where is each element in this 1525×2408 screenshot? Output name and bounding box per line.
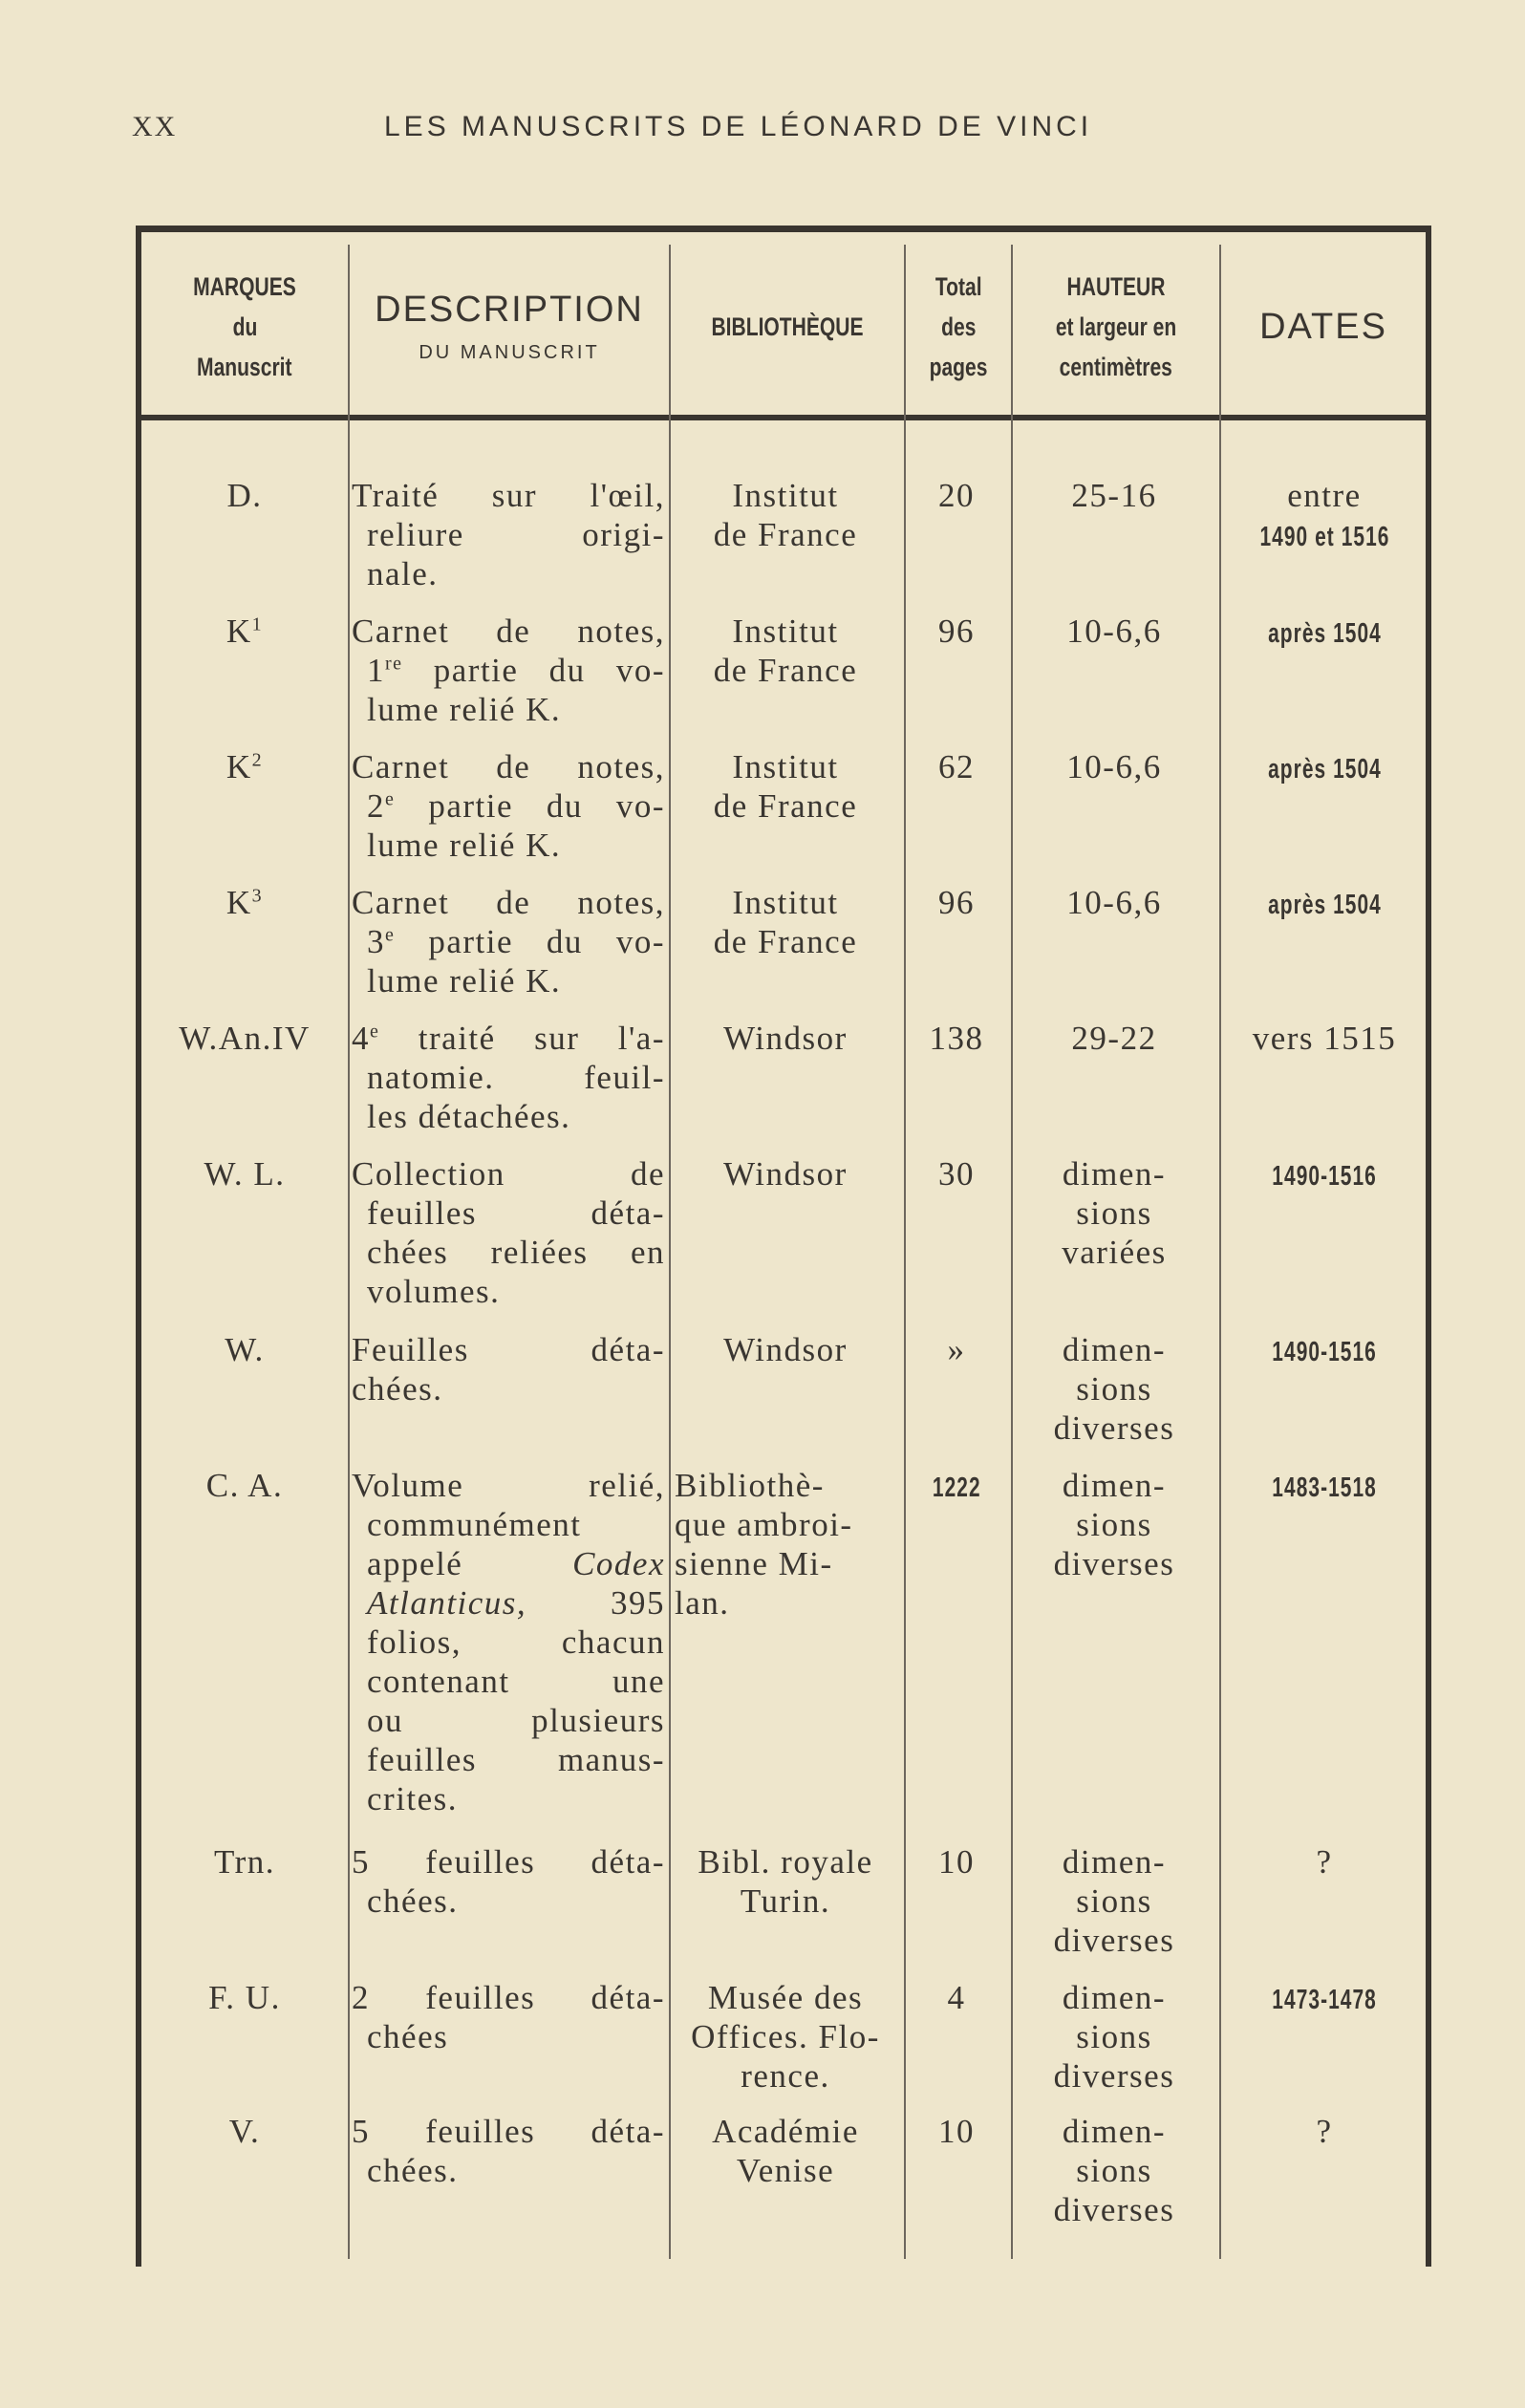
size-line: dimen- [1062,1331,1167,1368]
desc-text: feuilles déta- [425,1843,665,1881]
desc-sup: e [385,924,396,946]
desc-line: chées. [367,2152,459,2189]
lib-line: Windsor [723,1155,848,1193]
manuscripts-table [136,226,1431,2267]
row-mark [141,1466,348,1505]
lib-line: de France [713,923,858,960]
row-library [671,476,900,554]
size-line: diverses [1053,2057,1175,2095]
desc-line: lume relié K. [367,962,562,1000]
row-pages: 96 [938,884,975,921]
desc-text: appelé [367,1545,463,1582]
header-dates-label: DATES [1259,306,1387,347]
row-date [1221,1330,1428,1372]
desc-line [352,1583,665,1623]
header-hauteur-line: HAUTEUR [1066,272,1166,301]
desc-line: folios, chacun [367,1623,665,1661]
desc-line [352,2112,665,2151]
desc-line: Volume relié, [352,1467,665,1504]
size-line: sions [1076,1194,1152,1232]
date-line: 1483-1518 [1272,1473,1377,1503]
mark-sup: 2 [251,749,264,771]
desc-line: reliure origi- [367,516,665,553]
mark-text: V. [228,2113,261,2150]
row-size: 25-16 [1071,477,1157,514]
row-description [352,1978,665,2056]
desc-italic: Codex [572,1545,665,1582]
row-pages: 4 [947,1979,966,2016]
row-pages: 30 [938,1155,975,1193]
row-pages: 138 [929,1020,984,1057]
header-hauteur [1013,241,1219,413]
lib-line: Windsor [723,1020,848,1057]
row-description [352,1330,665,1408]
row-mark [141,1330,348,1369]
row-date: vers 1515 [1252,1020,1397,1057]
desc-line [352,651,665,690]
desc-line [352,1019,665,1058]
row-size [1013,1330,1215,1448]
row-mark [141,747,348,786]
row-date [1221,747,1428,789]
desc-num: 2 [367,787,385,825]
desc-line: nale. [367,555,439,592]
row-size [1013,1466,1215,1583]
size-line: diverses [1053,1922,1175,1959]
row-library [671,2112,900,2190]
desc-line: Traité sur l'œil, [352,477,665,514]
desc-text: feuilles déta- [425,2113,665,2150]
desc-line: Feuilles déta- [352,1331,665,1368]
column-divider [904,245,906,2259]
desc-num: 5 [352,1843,370,1881]
row-size: 29-22 [1071,1020,1157,1057]
header-bottom-rule [136,415,1431,420]
desc-text: partie du vo- [433,652,666,689]
row-pages: 20 [938,477,975,514]
desc-sup: e [370,1021,380,1043]
lib-line: Académie [712,2113,859,2150]
desc-line: les détachées. [367,1098,571,1135]
row-pages: 10 [938,1843,975,1881]
desc-line [352,786,665,826]
header-description-sub: DU MANUSCRIT [419,342,600,363]
desc-num: 1 [367,652,385,689]
row-library [671,612,900,690]
desc-num: 395 [611,1584,665,1622]
mark-text: D. [226,477,263,514]
lib-line: lan. [675,1584,730,1622]
header-marques-line: Manuscrit [197,353,292,381]
desc-line: feuilles manus- [367,1741,665,1778]
desc-line [352,1842,665,1881]
row-size [1013,2112,1215,2229]
desc-num: 5 [352,2113,370,2150]
row-size [1013,1978,1215,2096]
mark-text: K [226,613,252,650]
row-mark [141,1978,348,2017]
row-description [352,2112,665,2190]
header-description [350,241,669,413]
size-line: diverses [1053,2191,1175,2228]
row-mark [141,1154,348,1193]
mark-sup: 1 [251,613,264,635]
row-description [352,476,665,593]
date-line: entre [1287,477,1362,514]
desc-num: 2 [352,1979,370,2016]
row-library [671,1842,900,1921]
size-line: dimen- [1062,1843,1167,1881]
lib-line: de France [713,652,858,689]
desc-sup: e [385,788,396,810]
desc-line: Carnet de notes, [352,613,665,650]
desc-italic: Atlanticus, [367,1584,527,1622]
row-pages: 62 [938,748,975,785]
mark-text: W.An.IV [179,1020,311,1057]
row-date [1221,612,1428,654]
row-mark [141,1019,348,1058]
lib-line: Institut [732,477,839,514]
mark-text: W. L. [204,1155,286,1193]
lib-line: Offices. Flo- [691,2018,880,2055]
row-library [671,747,900,826]
desc-line [352,1544,665,1583]
running-title: LES MANUSCRITS DE LÉONARD DE VINCI [384,111,1093,142]
size-line: dimen- [1062,1467,1167,1504]
row-date [1221,1154,1428,1196]
row-pages: 10 [938,2113,975,2150]
desc-line: natomie. feuil- [367,1059,665,1096]
row-library [671,1330,900,1369]
lib-line: que ambroi- [675,1506,853,1543]
pages-value: 1222 [932,1473,981,1503]
desc-line: communément [367,1506,582,1543]
lib-line: Venise [736,2152,835,2189]
row-date [1221,883,1428,925]
desc-line: feuilles déta- [367,1194,665,1232]
row-mark [141,2112,348,2151]
row-description [352,883,665,1000]
desc-line: lume relié K. [367,827,562,864]
date-line: après 1504 [1267,618,1382,649]
lib-line: rence. [741,2057,830,2095]
size-line: dimen- [1062,2113,1167,2150]
desc-text: partie du vo- [428,923,666,960]
mark-text: F. U. [208,1979,281,2016]
lib-line: Bibliothè- [675,1467,825,1504]
desc-line [352,922,665,961]
header-marques-line: MARQUES [193,272,296,301]
size-line: dimen- [1062,1155,1167,1193]
date-line: 1473-1478 [1272,1985,1377,2015]
desc-line: chées. [352,1370,443,1408]
desc-text: partie du vo- [428,787,666,825]
row-description [352,612,665,729]
desc-num: 4 [352,1020,370,1057]
row-description [352,1466,665,1818]
row-date [1221,1466,1428,1508]
lib-line: de France [713,787,858,825]
mark-text: Trn. [213,1843,276,1881]
desc-line: contenant une [367,1663,665,1700]
header-marques [141,241,348,413]
lib-line: Institut [732,748,839,785]
page-number: XX [132,111,178,142]
row-description [352,1842,665,1921]
header-dates [1221,241,1426,413]
row-size: 10-6,6 [1066,613,1162,650]
desc-line: Carnet de notes, [352,884,665,921]
desc-line: chées reliées en [367,1234,665,1271]
size-line: diverses [1053,1409,1175,1447]
table-top-rule [136,226,1431,232]
desc-line: Carnet de notes, [352,748,665,785]
row-library [671,1466,904,1623]
desc-line: lume relié K. [367,691,562,728]
mark-text: W. [225,1331,265,1368]
size-line: sions [1076,1882,1152,1920]
row-library [671,883,900,961]
row-size: 10-6,6 [1066,884,1162,921]
row-mark [141,883,348,922]
row-description [352,1154,665,1311]
row-date [1221,1978,1428,2020]
lib-line: sienne Mi- [675,1545,833,1582]
header-bibliotheque [671,241,904,413]
desc-text: traité sur l'a- [418,1020,665,1057]
lib-line: Windsor [723,1331,848,1368]
mark-text: K [226,748,252,785]
desc-line: chées [367,2018,449,2055]
row-date: ? [1316,1843,1333,1881]
row-mark [141,476,348,515]
header-hauteur-line: et largeur en [1055,312,1177,341]
row-pages [906,1466,1007,1508]
size-line: sions [1076,2018,1152,2055]
row-date [1221,476,1428,557]
desc-line: Collection de [352,1155,665,1193]
size-line: sions [1076,1370,1152,1408]
header-bibliotheque-label: BIBLIOTHÈQUE [711,312,864,341]
date-line: 1490-1516 [1272,1337,1377,1367]
header-total-line: Total [934,272,982,301]
desc-text: feuilles déta- [425,1979,665,2016]
desc-line: ou plusieurs [367,1702,665,1739]
desc-line [352,1978,665,2017]
mark-text: C. A. [205,1467,284,1504]
lib-line: de France [713,516,858,553]
column-divider [348,245,350,2259]
header-total [906,241,1011,413]
date-line: 1490 et 1516 [1258,522,1390,552]
row-size [1013,1842,1215,1960]
size-line: sions [1076,2152,1152,2189]
row-size [1013,1154,1215,1272]
row-description [352,747,665,865]
size-line: variées [1062,1234,1167,1271]
header-hauteur-line: centimètres [1059,353,1173,381]
mark-sup: 3 [251,885,264,907]
row-library [671,1978,900,2096]
desc-sup: re [385,653,403,675]
lib-line: Turin. [740,1882,831,1920]
header-marques-line: du [232,312,257,341]
lib-line: Institut [732,884,839,921]
running-head [0,111,1525,149]
row-library [671,1019,900,1058]
row-mark [141,1842,348,1881]
row-library [671,1154,900,1193]
size-line: dimen- [1062,1979,1167,2016]
size-line: diverses [1053,1545,1175,1582]
table-left-rule [136,226,141,2267]
row-description [352,1019,665,1136]
mark-text: K [226,884,252,921]
desc-line: chées. [367,1882,459,1920]
lib-line: Musée des [707,1979,864,2016]
date-line: après 1504 [1267,754,1382,785]
row-pages: » [947,1331,966,1368]
lib-line: Bibl. royale [698,1843,873,1881]
header-total-line: pages [929,353,988,381]
date-line: après 1504 [1267,890,1382,920]
desc-line: volumes. [367,1273,501,1310]
date-line: 1490-1516 [1272,1161,1377,1192]
row-mark [141,612,348,651]
desc-line: crites. [367,1780,459,1817]
header-total-line: des [940,312,977,341]
desc-num: 3 [367,923,385,960]
row-size: 10-6,6 [1066,748,1162,785]
header-description-title: DESCRIPTION [375,290,644,330]
lib-line: Institut [732,613,839,650]
row-pages: 96 [938,613,975,650]
size-line: sions [1076,1506,1152,1543]
row-date: ? [1316,2113,1333,2150]
